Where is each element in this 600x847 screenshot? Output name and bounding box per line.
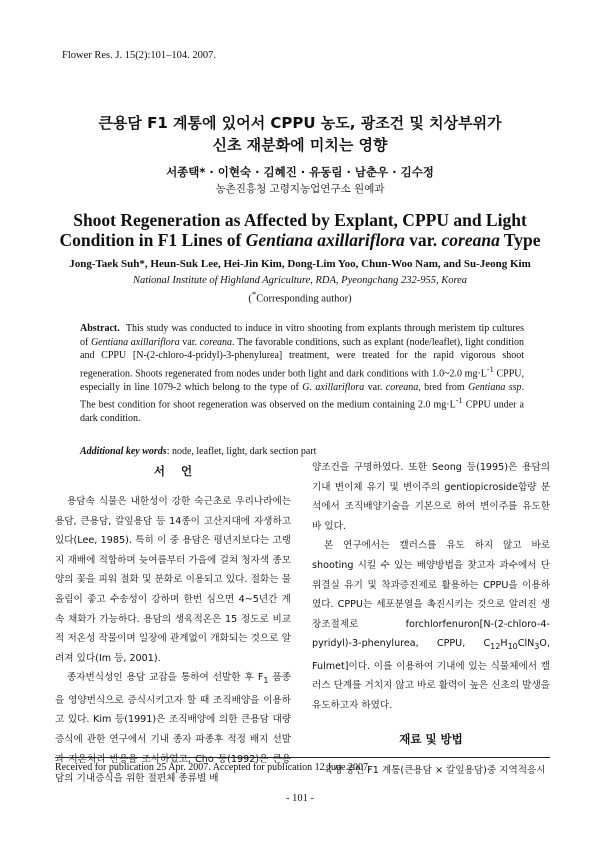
abstract-species: Gentiana axillariflora	[90, 336, 180, 348]
corresponding-mark: *	[251, 289, 257, 299]
intro-heading: 서 언	[153, 464, 193, 478]
left-column	[55, 492, 291, 789]
formula-subscript: 10	[507, 642, 518, 652]
intro-paragraph-3: 양조건을 구명하였다. 또한 Seong 등(1995)은 용담의 기내 변이체 유기 및 변이주의 gentiopicroside함량 분석에서 조직배양기술을 기본으로 하여 변이주를 유도한 바 있다.	[312, 462, 550, 532]
journal-citation: Flower Res. J. 15(2):101–104. 2007.	[62, 50, 216, 61]
abstract	[80, 322, 524, 426]
korean-title-line1: 큰용담 F1 계통에 있어서 CPPU 농도, 광조건 및 치상부위가	[98, 114, 502, 132]
intro-text: H	[500, 638, 508, 650]
korean-affiliation: 농촌진흥청 고령지농업연구소 원예과	[215, 183, 385, 195]
title-variety: coreana	[441, 230, 500, 250]
abstract-text: . The best condition for shoot regeneration was observed on the medium containing 2.0 mg·L	[80, 381, 525, 411]
korean-authors: 서종택* · 이현숙 · 김혜진 · 유동림 · 남춘우 · 김수정	[166, 165, 434, 179]
intro-paragraph-1: 용담속 식물은 내한성이 강한 숙근초로 우리나라에는 용담, 큰용담, 칼잎용담 등 14종이 고산지대에 자생하고 있다(Lee, 1985). 특히 이 중 용담은 평년지보다는 고랭지 재배에 적합하며 늦여름부터 가을에 걸쳐 청자색 종모양의 꽃을 피워 절화 및 분화로 이용되고 있다. 절화는 물올림이 좋고 수송성이 강하며 한번 심으면 4~5년간 계속 채화가 가능하다. 용담의 생육적온은 15 정도로 비교적 저온성 작물이며 일장에 관계없이 개화되는 것으로 알려져 있다(Im 등, 2001).	[55, 496, 291, 664]
intro-paragraph-4	[312, 536, 550, 715]
title-text: var.	[404, 230, 442, 250]
right-column	[312, 458, 550, 781]
received-note: Received for publication 25 Apr. 2007. Accepted for publication 12 June 2007.	[55, 762, 371, 773]
abstract-text: var.	[179, 336, 200, 348]
title-text: Type	[499, 230, 541, 250]
abstract-text: . The favorable conditions, such as explant (node/leaflet), light condition and CPPU [N-(2-chloro-4-pridyl)-3-phenylurea] treatment, were treated for the rapid vigorous shoot regeneration. Shoots regenerated from nodes under both light and dark conditions with 1.0~2.0 mg·L	[80, 336, 524, 380]
abstract-variety: coreana	[385, 381, 419, 393]
corresponding-note: (*Corresponding author)	[248, 289, 352, 305]
english-authors: Jong-Taek Suh*, Heun-Suk Lee, Hei-Jin Kim, Dong-Lim Yoo, Chun-Woo Nam, and Su-Jeong Kim	[69, 258, 531, 270]
english-title-line2	[0, 230, 600, 251]
abstract-species: G. axillariflora	[302, 381, 365, 393]
abstract-label: Abstract.	[80, 323, 120, 334]
methods-paragraph-1: 육성 중인 F1 계통(큰용담 × 칼잎용담)중 지역적응시	[324, 765, 546, 777]
intro-text: ClN	[517, 638, 535, 650]
abstract-text: CPPU under a dark condition.	[80, 399, 524, 425]
page-number: - 101 -	[286, 793, 314, 804]
methods-heading: 재료 및 방법	[399, 731, 463, 746]
keywords-label: Additional key words	[80, 446, 167, 457]
intro-text: 본 연구에서는 캘러스를 유도 하지 않고 바로 shooting 시킬 수 있는 배양방법을 찾고자 과수에서 단위결실 유기 및 착과증진제로 활용하는 CPPU을 이용하였다. CPPU는 세포분열을 촉진시키는 것으로 알려진 생장조절제로 forchlorfenuron[N-(2-chloro-4-pyridyl)-3-phenylurea, CPPU, C	[312, 540, 550, 650]
intro-text: 품종을 영양번식으로 증식시키고자 할 때 조직배양을 이용하고 있다. Kim 등(1991)은 조직배양에 의한 큰용담 대량증식에 관한 연구에서 기내 종자 파종후 적정 배지 선발과 저온처리 반응을 조사하였고, Cho 등(1992)은 큰용담의 기내증식을 위한 절편체 종류별 배	[55, 672, 291, 785]
keywords-colon: :	[166, 446, 172, 457]
intro-text: 종자번식성인 용담 교잡을 통하여 선발한 후 F	[67, 672, 264, 684]
abstract-species: Gentiana ssp	[468, 381, 522, 393]
keywords	[80, 446, 524, 457]
title-species: Gentiana axillariflora	[245, 230, 405, 250]
english-title-line1: Shoot Regeneration as Affected by Explant, CPPU and Light	[73, 210, 527, 230]
title-text: Condition in F1 Lines of	[59, 230, 246, 250]
keywords-text: node, leaflet, light, dark section part	[171, 446, 317, 457]
abstract-text: var.	[364, 381, 386, 393]
english-affiliation: National Institute of Highland Agriculture, RDA, Pyeongchang 232-955, Korea	[132, 275, 468, 286]
formula-subscript: 3	[534, 642, 540, 652]
intro-subscript: 1	[263, 676, 269, 686]
intro-text: O, Fulmet]이다. 이를 이용하여 기내에 있는 식물체에서 캘러스 단계를 거치지 않고 바로 활력이 높은 신초의 발생을 유도하고자 하였다.	[312, 638, 550, 712]
corresponding-text: Corresponding author	[256, 293, 349, 305]
footnote-rule	[55, 757, 550, 758]
formula-subscript: 12	[490, 642, 501, 652]
abstract-text: , bred from	[418, 381, 469, 393]
abstract-text: This study was conducted to induce in vitro shooting from explants through meristem tip cultures of	[80, 323, 525, 348]
abstract-variety: coreana	[199, 336, 233, 348]
abstract-superscript: -1	[455, 396, 463, 406]
abstract-superscript: -1	[486, 364, 494, 374]
korean-title-line2: 신초 재분화에 미치는 영향	[212, 136, 388, 154]
abstract-text: CPPU, especially in line 1079-2 which belong to the type of	[80, 368, 525, 393]
